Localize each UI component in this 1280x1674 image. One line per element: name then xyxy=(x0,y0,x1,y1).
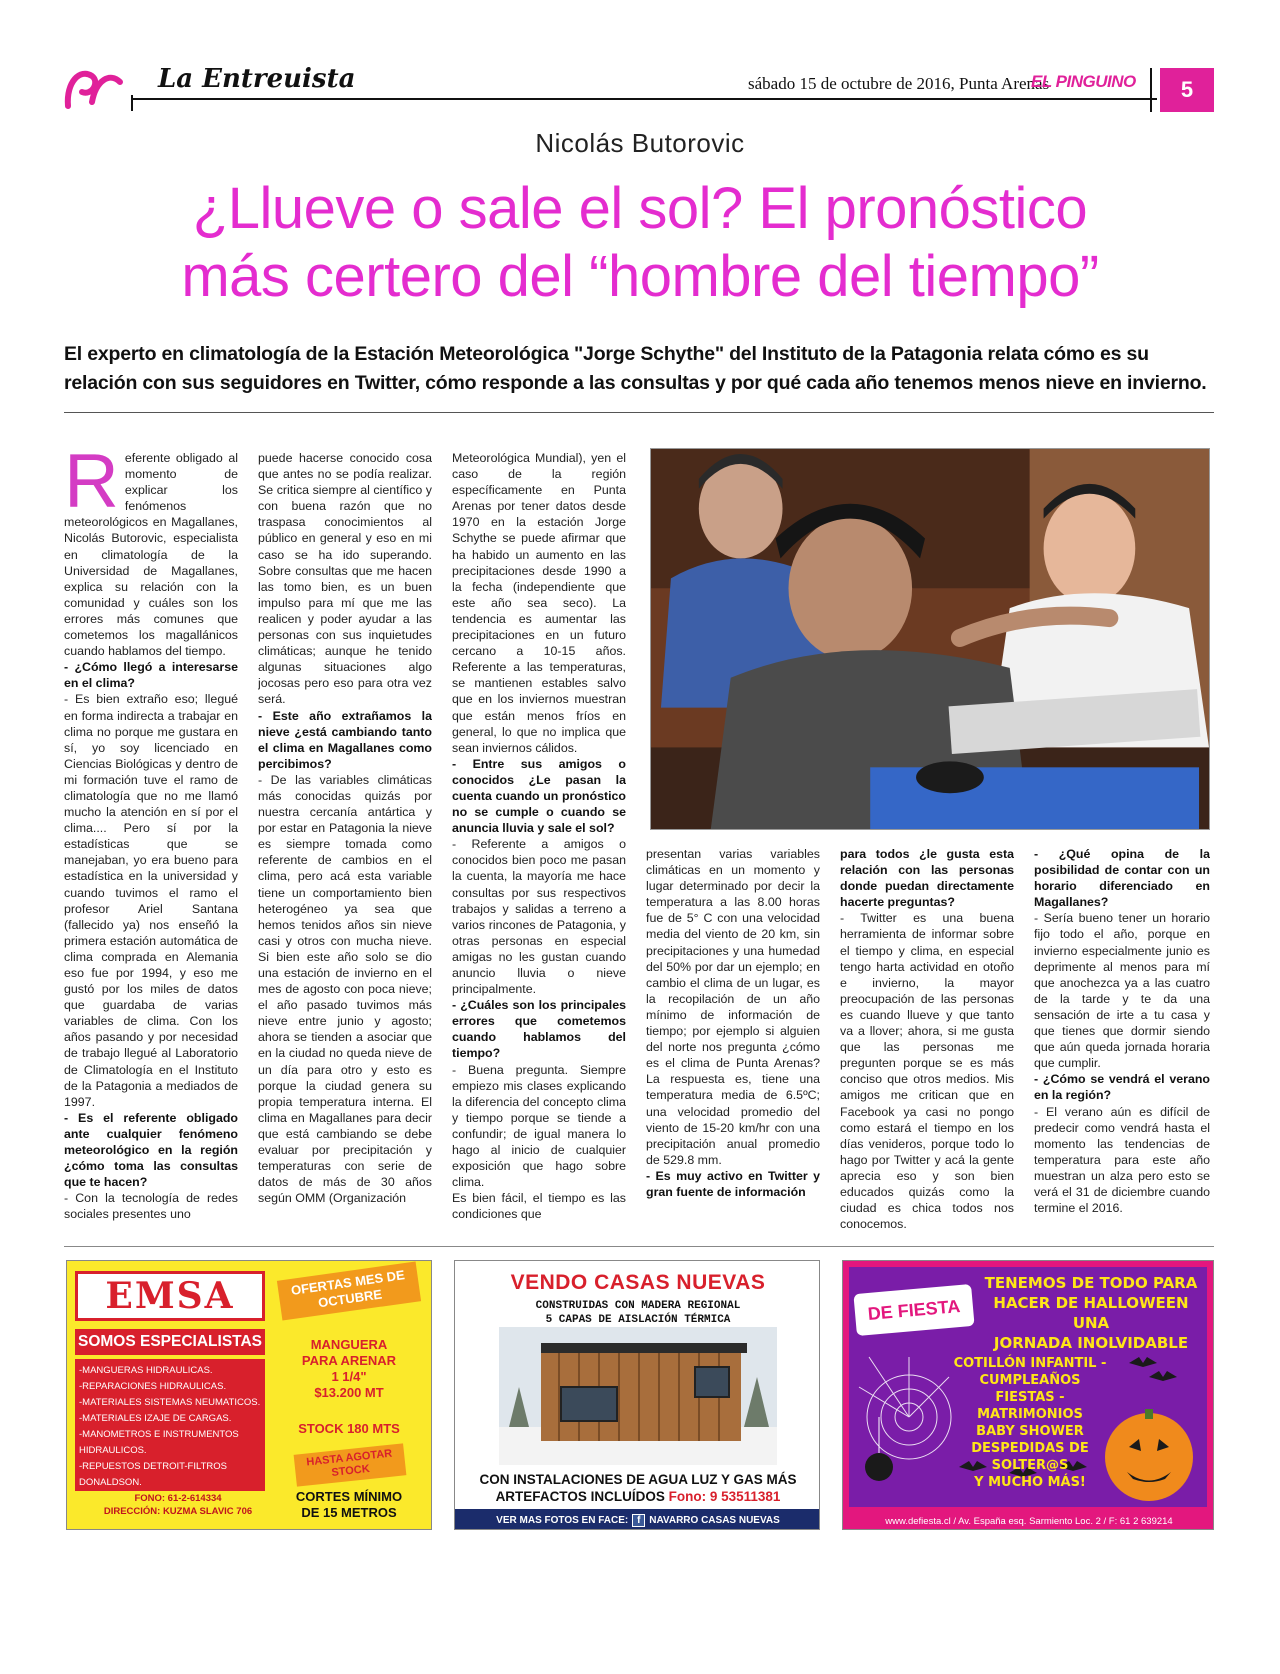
defiesta-headline-line-1: TENEMOS DE TODO PARA xyxy=(984,1274,1198,1292)
emsa-services-list xyxy=(75,1359,265,1530)
defiesta-headline xyxy=(977,1273,1205,1353)
emsa-contact-box xyxy=(75,1491,265,1530)
paragraph: Meteorológica Mundial), yen el caso de la región específicamente en Punta Arenas por tener datos desde 1970 en la estación Jorge Schythe se puede afirmar que ha habido un aumento en las precipitaciones desde 1990 a la fecha (independiente que este año sea seco). La tendencia es aumentar las precipitaciones en un futuro cercano a 10-15 años. Referente a las temperaturas, se mantienen estables salvo que en los inviernos muestran que están menos fríos en general, lo que no implica que sean inviernos cálidos. xyxy=(452,451,626,755)
defiesta-headline-line-2: HACER DE HALLOWEEN UNA xyxy=(993,1294,1189,1332)
ad-casas[interactable] xyxy=(454,1260,820,1530)
casas-details-text: ARTEFACTOS INCLUÍDOS xyxy=(495,1489,665,1504)
paragraph: - De las variables climáticas más conocidas quizás por nuestra cercanía antártica y por estar en Patagonia la nieve es siempre tomada como referente de cambios en el clima, pero acá esta variable tiene un comportamiento bien heterogéneo ya sea que hemos tenidos años sin nieve casi y otros con mucha nieve. Si bien este año solo se dio una estación de invierno en el mes de agosto con poca nieve; el año pasado tuvimos más nieve entre junio y agosto; ahora se tienden a asociar que en la ciudad no queda nieve de un día para otro y esto es porque la ciudad genera su propia temperatura interna. El clima en Magallanes para decir que está cambiando se debe evaluar por precipitación y temperaturas con serie de datos de más de 30 años según OMM (Organización xyxy=(258,772,432,1206)
page-number: 5 xyxy=(1160,68,1214,112)
paragraph: - Es bien extraño eso; llegué en forma indirecta a trabajar en clima no porque me gustara en sí, yo soy licenciado en Ciencias Biológicas y dentro de mi formación tuve el ramo de climatología que no me llamó mucho la atención en sí por el clima.... Pero sí por la estadísticas que se manejaban, yo era bueno para estadística en la universidad y cuando tuvimos el ramo el profesor Ariel Santana (fallecido ya) nos enseñó la primera estación automática de clima comprada en Alemania eso fue por 1994, y eso me gustó por los miles de datos que guardaba de varias variables de clima. Con los años pasando y por necesidad de trabajo llegué al Laboratorio de Climatología en el Instituto de la Patagonia a mediados de 1997. xyxy=(64,692,238,1109)
headline-line-2: más certero del “hombre del tiempo” xyxy=(181,244,1099,309)
casas-subtitle-line-2: 5 CAPAS DE AISLACIÓN TÉRMICA xyxy=(545,1314,731,1326)
article-column-3 xyxy=(452,450,626,1240)
article-lede: El experto en climatología de la Estación Meteorológica "Jorge Schythe" del Instituto de la Patagonia relata cómo es su relación con sus seguidores en Twitter, cómo responde a las consultas y por qué cada año tenemos menos nieve en invierno. xyxy=(64,343,1207,394)
paragraph: presentan varias variables climáticas en un momento y lugar determinado por decir la temperatura a las 8.00 horas fue de 5° C con una velocidad media del viento de 20 km, sin precipitaciones y una humedad del 50% por dar un ejemplo; en cambio el clima de un lugar, es la recopilación de un año mínimo de información de tiempo; por ejemplo si alguien del norte nos pregunta ¿cómo es el clima de Punta Arenas? La respuesta es, tiene una temperatura media de 6.5ºC; una velocidad promedio del viento de 15-20 km/hr con una precipitación anual promedio de 529.8 mm. xyxy=(646,847,820,1167)
facebook-icon: f xyxy=(632,1514,645,1527)
defiesta-services xyxy=(945,1355,1115,1491)
emsa-until-stock: HASTA AGOTAR STOCK xyxy=(294,1443,407,1486)
interview-question: - Es el referente obligado ante cualquier fenómeno meteorológico en la región ¿cómo toma las consultas que te hacen? xyxy=(64,1110,238,1190)
defiesta-headline-line-3: JORNADA INOLVIDABLE xyxy=(993,1334,1189,1352)
defiesta-service: BABY SHOWER xyxy=(976,1424,1084,1439)
paragraph: - Con la tecnología de redes sociales presentes uno xyxy=(64,1191,238,1222)
list-item: -MATERIALES IZAJE DE CARGAS. xyxy=(79,1413,232,1424)
emsa-slogan: SOMOS ESPECIALISTAS xyxy=(75,1329,265,1355)
emsa-logo: EMSA xyxy=(75,1271,265,1321)
interview-question: - Este año extrañamos la nieve ¿está cambiando tanto el clima en Magallanes como percibimos? xyxy=(258,708,432,771)
paragraph: Es bien fácil, el tiempo es las condiciones que xyxy=(452,1191,626,1222)
headline-line-1: ¿Llueve o sale el sol? El pronóstico xyxy=(192,176,1088,241)
emsa-address: DIRECCIÓN: KUZMA SLAVIC 706 xyxy=(103,1506,253,1517)
casas-details-line-1: CON INSTALACIONES DE AGUA LUZ Y GAS MÁS xyxy=(479,1472,797,1487)
ad-defiesta[interactable] xyxy=(842,1260,1214,1530)
issue-date: sábado 15 de octubre de 2016, Punta Arenas xyxy=(748,74,1050,93)
paragraph: - Referente a amigos o conocidos bien poco me pasan la cuenta, la mayoría me hace consultas por sus respectivos trabajos y salidas a terreno a varios rincones de Patagonia, y otras personas en especial amigas no les gustan cuando anuncio lluvia o nieve principalmente. xyxy=(452,837,626,997)
newspaper-logo-icon xyxy=(62,62,124,112)
section-title: La Entreuista xyxy=(158,64,356,94)
spider-icon xyxy=(865,1453,893,1481)
paragraph: eferente obligado al momento de explicar los fenómenos meteorológicos en Magallanes, Nicolás Butorovic, especialista en climatología de la Universidad de Magallanes, explica su relación con la comunidad y cuáles son los errores más comunes que cometemos los magallánicos cuando hablamos del tiempo. xyxy=(64,451,238,659)
article-column-1 xyxy=(64,450,238,1240)
emsa-offer-banner: OFERTAS MES DE OCTUBRE xyxy=(277,1261,421,1320)
casas-phone[interactable]: 9 53511381 xyxy=(709,1489,781,1504)
header-divider-right xyxy=(1150,68,1152,112)
article-author: Nicolás Butorovic xyxy=(535,128,745,158)
lede-divider xyxy=(64,412,1214,413)
interview-question: - ¿Qué opina de la posibilidad de contar con un horario diferenciado en Magallanes? xyxy=(1034,847,1210,910)
emsa-product xyxy=(273,1337,425,1401)
article-column-4 xyxy=(646,846,820,1240)
article-column-5 xyxy=(840,846,1014,1240)
ad-emsa[interactable] xyxy=(66,1260,432,1530)
defiesta-service: Y MUCHO MÁS! xyxy=(974,1475,1086,1490)
defiesta-footer[interactable]: www.defiesta.cl / Av. España esq. Sarmiento Loc. 2 / F: 61 2 639214 xyxy=(843,1511,1214,1530)
drop-cap: R xyxy=(64,450,119,524)
casas-phone-label: Fono: xyxy=(668,1489,707,1504)
list-item: -REPUESTOS DETROIT-FILTROS DONALDSON. xyxy=(79,1461,227,1488)
casas-details-line-2 xyxy=(455,1488,820,1505)
defiesta-service: DESPEDIDAS DE SOLTER@S xyxy=(971,1441,1089,1473)
emsa-cuts xyxy=(273,1489,425,1521)
emsa-contact xyxy=(83,1492,273,1518)
emsa-cuts-line-1: CORTES MÍNIMO xyxy=(295,1489,403,1504)
defiesta-service: COTILLÓN INFANTIL - CUMPLEAÑOS xyxy=(953,1356,1107,1388)
article-column-2 xyxy=(258,450,432,1240)
emsa-cuts-line-2: DE 15 METROS xyxy=(301,1505,397,1520)
paragraph: - Buena pregunta. Siempre empiezo mis clases explicando la diferencia del concepto clima y tiempo porque se tiende a confundir; de igual manera lo hago al inicio de cualquier exposición que hago sobre clima. xyxy=(452,1062,626,1190)
interview-question: - ¿Cuáles son los principales errores que cometemos cuando hablamos del tiempo? xyxy=(452,998,626,1061)
emsa-product-line-1: MANGUERA xyxy=(310,1337,388,1352)
casas-subtitle-line-1: CONSTRUIDAS CON MADERA REGIONAL xyxy=(535,1300,741,1312)
list-item: -REPARACIONES HIDRAULICAS. xyxy=(79,1381,227,1392)
casas-subtitle xyxy=(455,1299,820,1327)
defiesta-logo: DE FIESTA xyxy=(853,1284,974,1336)
casas-footer xyxy=(455,1509,820,1530)
emsa-phone: FONO: 61-2-614334 xyxy=(134,1493,222,1504)
interview-question: para todos ¿le gusta esta relación con las personas donde puedan directamente hacerte preguntas? xyxy=(840,847,1014,910)
interview-photo xyxy=(650,448,1210,830)
house-image xyxy=(499,1327,777,1465)
defiesta-service: FIESTAS - MATRIMONIOS xyxy=(977,1390,1083,1422)
interview-question: - ¿Cómo llegó a interesarse en el clima? xyxy=(64,660,238,691)
interview-question: - Es muy activo en Twitter y gran fuente de información xyxy=(646,1168,820,1199)
casas-details xyxy=(455,1471,820,1505)
article-headline xyxy=(60,175,1220,311)
article-column-6 xyxy=(1034,846,1210,1240)
paragraph: - Sería bueno tener un horario fijo todo el año, porque en invierno especialmente junio es deprimente al menos para mí que anochezca ya a las cuatro de la tarde y te da una sensación de irte a tu casa y que tienes que dormir siendo que aún queda jornada horaria que cumplir. xyxy=(1034,911,1210,1071)
emsa-product-size: 1 1/4" xyxy=(331,1369,367,1384)
emsa-stock: STOCK 180 MTS xyxy=(298,1421,400,1436)
casas-facebook-name[interactable]: NAVARRO CASAS NUEVAS xyxy=(649,1514,780,1526)
paragraph: - El verano aún es difícil de predecir como vendrá hasta el momento las tendencias de temperatura para este año muestran un alza pero esto se verá el 31 de diciembre cuando termine el 2016. xyxy=(1034,1104,1210,1216)
newspaper-brand: EL PINGUINO xyxy=(1031,72,1136,91)
ads-divider xyxy=(64,1246,1214,1247)
paragraph: - Twitter es una buena herramienta de informar sobre el tiempo y clima, en especial tengo harta actividad en otoño e invierno, la mayor preocupación de las personas es cuando llueve y que tanto va a llover; ahora, si me gusta que las personas me pregunten porque se es más conciso que otros medios. Mis amigos me critican que en Facebook ya casi no pongo como estará el tiempo en los días venideros, porque todo lo hago por Twitter y acá la gente aprecia eso y son bien educados quizás como la ciudad es chica todos nos conocemos. xyxy=(840,911,1014,1232)
defiesta-panel xyxy=(849,1267,1207,1507)
emsa-product-price: $13.200 MT xyxy=(314,1385,384,1400)
list-item: -MANOMETROS E INSTRUMENTOS HIDRAULICOS. xyxy=(79,1429,239,1456)
list-item: -MANGUERAS HIDRAULICAS. xyxy=(79,1365,213,1376)
emsa-offer-panel xyxy=(273,1267,425,1527)
emsa-product-line-2: PARA ARENAR xyxy=(301,1353,397,1368)
list-item: -MATERIALES SISTEMAS NEUMATICOS. xyxy=(79,1397,261,1408)
casas-title: VENDO CASAS NUEVAS xyxy=(510,1271,766,1294)
interview-question: - ¿Cómo se vendrá el verano en la región? xyxy=(1034,1072,1210,1103)
header-rule xyxy=(131,98,1157,100)
paragraph: puede hacerse conocido cosa que antes no se podía realizar. Se critica siempre al científico y con buena razón que no traspasa conocimientos al público en general y eso en mi caso se ha ido superando. Sobre consultas que me hacen las tomo bien, es un buen impulso para mí que me las realicen y poder ayudar a las personas con sus inquietudes climáticas; aunque he tenido algunas situaciones algo jocosas pero eso para otra vez será. xyxy=(258,451,432,707)
casas-footer-text: VER MAS FOTOS EN FACE: xyxy=(496,1514,629,1526)
interview-question: - Entre sus amigos o conocidos ¿Le pasan la cuenta cuando un pronóstico no se cumple o cuando se anuncia lluvia y sale el sol? xyxy=(452,756,626,836)
